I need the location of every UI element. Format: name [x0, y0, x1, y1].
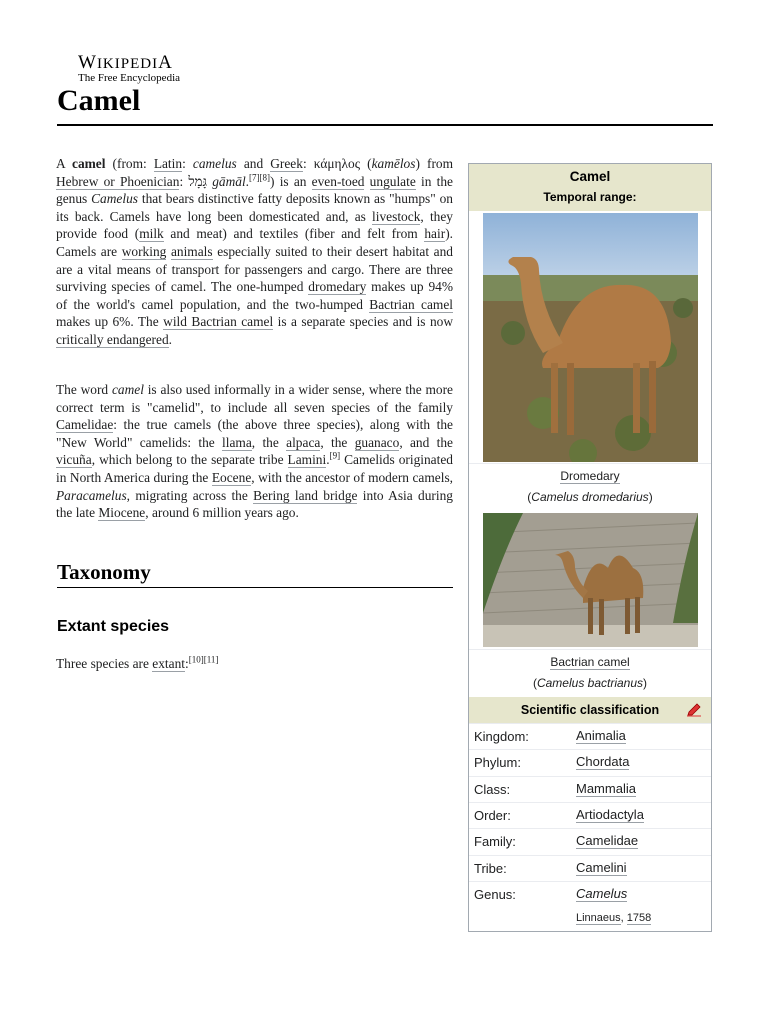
- infobox: [468, 163, 712, 932]
- link-ungulate[interactable]: ungulate: [369, 173, 416, 189]
- link-camelini[interactable]: Camelini: [576, 860, 627, 875]
- citation-9[interactable]: [9]: [329, 450, 341, 461]
- link-critically-endangered[interactable]: critically endangered: [56, 331, 169, 347]
- link-hebrew-phoenician[interactable]: Hebrew or Phoenician: [56, 173, 180, 189]
- dromedary-image[interactable]: [483, 213, 698, 462]
- temporal-range-label: Temporal range:: [543, 190, 637, 204]
- scientific-classification-title: Scientific classification: [520, 703, 660, 717]
- infobox-header: [469, 164, 711, 211]
- dromedary-caption-scientific: (Camelus dromedarius): [527, 490, 653, 504]
- link-eocene[interactable]: Eocene: [211, 469, 252, 485]
- section-divider: [57, 587, 453, 588]
- link-chordata[interactable]: Chordata: [576, 754, 630, 769]
- classification-key: Genus:: [474, 887, 516, 902]
- classification-key: Kingdom:: [474, 729, 529, 744]
- link-linnaeus[interactable]: Linnaeus: [576, 912, 621, 924]
- link-animalia[interactable]: Animalia: [576, 728, 626, 743]
- link-vicuna[interactable]: vicuña: [56, 452, 92, 468]
- citation-7-8[interactable]: [7][8]: [249, 172, 271, 183]
- subheading-extant-species: Extant species: [57, 618, 170, 635]
- classification-row-kingdom: [469, 723, 711, 750]
- link-artiodactyla[interactable]: Artiodactyla: [576, 807, 644, 822]
- link-bactrian-camel[interactable]: Bactrian camel: [369, 296, 453, 312]
- classification-row-order: [469, 802, 711, 829]
- link-alpaca[interactable]: alpaca: [286, 434, 321, 450]
- bactrian-caption-scientific: (Camelus bactrianus): [532, 676, 648, 690]
- classification-key: Tribe:: [474, 861, 507, 876]
- link-guanaco[interactable]: guanaco: [354, 434, 400, 450]
- infobox-divider: [469, 649, 711, 650]
- link-camelus[interactable]: Camelus: [576, 886, 628, 901]
- genus-authority: Linnaeus, 1758: [576, 912, 652, 924]
- classification-row-phylum: [469, 749, 711, 776]
- classification-key: Order:: [474, 808, 511, 823]
- section-heading-taxonomy: Taxonomy: [57, 560, 151, 584]
- classification-row-class: [469, 776, 711, 803]
- link-mammalia[interactable]: Mammalia: [576, 781, 636, 796]
- bactrian-camel-image[interactable]: [483, 513, 698, 647]
- link-camelidae[interactable]: Camelidae: [56, 417, 114, 433]
- link-camelidae-infobox[interactable]: Camelidae: [576, 833, 639, 848]
- link-animals[interactable]: animals: [170, 243, 213, 259]
- wikipedia-wordmark[interactable]: WIKIPEDIA: [78, 52, 173, 73]
- link-livestock[interactable]: livestock: [372, 208, 421, 224]
- classification-row-tribe: [469, 855, 711, 882]
- edit-pencil-icon[interactable]: [686, 703, 702, 717]
- wikipedia-tagline: The Free Encyclopedia: [78, 72, 181, 84]
- bactrian-caption-name: [469, 655, 711, 669]
- link-miocene[interactable]: Miocene: [98, 505, 146, 521]
- link-milk[interactable]: milk: [139, 226, 164, 242]
- dromedary-scientific-name: Camelus dromedarius: [531, 490, 649, 504]
- intro-paragraph-2: The word camel is also used informally in a wider sense, where the more correct term is "camelid", to include all seven species of the family Camelidae: the true camels (the above three species), along with the "New World" camelids: the llama, the alpaca, the guanaco, and the vicuña, which belong to the separate tribe Lamini.[9] Camelids originated in North America during the Eocene, with the ancestor of modern camels, Paracamelus, migrating across the Bering land bridge into Asia during the late Miocene, around 6 million years ago.: [56, 382, 453, 521]
- classification-key: Phylum:: [474, 755, 521, 770]
- infobox-title: Camel: [569, 169, 611, 184]
- page-title: Camel: [57, 84, 141, 117]
- extant-paragraph: Three species are extant:[10][11]: [56, 654, 219, 671]
- link-extant[interactable]: extant: [152, 656, 185, 671]
- link-bering-land-bridge[interactable]: Bering land bridge: [253, 487, 358, 503]
- link-1758[interactable]: 1758: [626, 912, 652, 924]
- classification-key: Family:: [474, 834, 516, 849]
- infobox-divider: [469, 463, 711, 464]
- link-latin[interactable]: Latin: [153, 156, 183, 171]
- classification-key: Class:: [474, 782, 511, 797]
- link-dromedary[interactable]: dromedary: [308, 279, 367, 295]
- link-greek[interactable]: Greek: [270, 156, 303, 171]
- scientific-classification-header: [469, 697, 711, 723]
- intro-paragraph-1: A camel (from: Latin: camelus and Greek: κάμηλος (kamēlos) from Hebrew or Phoenician: גָּמָל gāmāl.[7][8]) is an even-toed ungulate in the genus Camelus that bears distinctive fatty deposits known as "humps" on its back. Camels have long been domesticated and, as livestock, they provide food (milk and meat) and textiles (fiber and felt from hair). Camels are working animals especially suited to their desert habitat and are a vital means of transport for passengers and cargo. There are three surviving species of camel. The one-humped dromedary makes up 94% of the world's camel population, and the two-humped Bactrian camel makes up 6%. The wild Bactrian camel is a separate species and is now critically endangered.: [56, 156, 454, 347]
- link-bactrian-caption[interactable]: Bactrian camel: [550, 655, 630, 669]
- link-lamini[interactable]: Lamini: [287, 452, 327, 468]
- link-even-toed[interactable]: even-toed: [311, 173, 365, 189]
- link-dromedary-caption[interactable]: Dromedary: [560, 469, 620, 483]
- citation-10-11[interactable]: [10][11]: [188, 654, 219, 665]
- title-divider: [57, 124, 713, 126]
- bactrian-scientific-name: Camelus bactrianus: [536, 676, 644, 690]
- link-working[interactable]: working: [121, 243, 167, 259]
- link-wild-bactrian-camel[interactable]: wild Bactrian camel: [163, 314, 274, 330]
- dromedary-caption-name: [469, 469, 711, 483]
- link-hair[interactable]: hair: [424, 226, 446, 242]
- classification-row-family: [469, 828, 711, 855]
- link-llama[interactable]: llama: [222, 434, 252, 450]
